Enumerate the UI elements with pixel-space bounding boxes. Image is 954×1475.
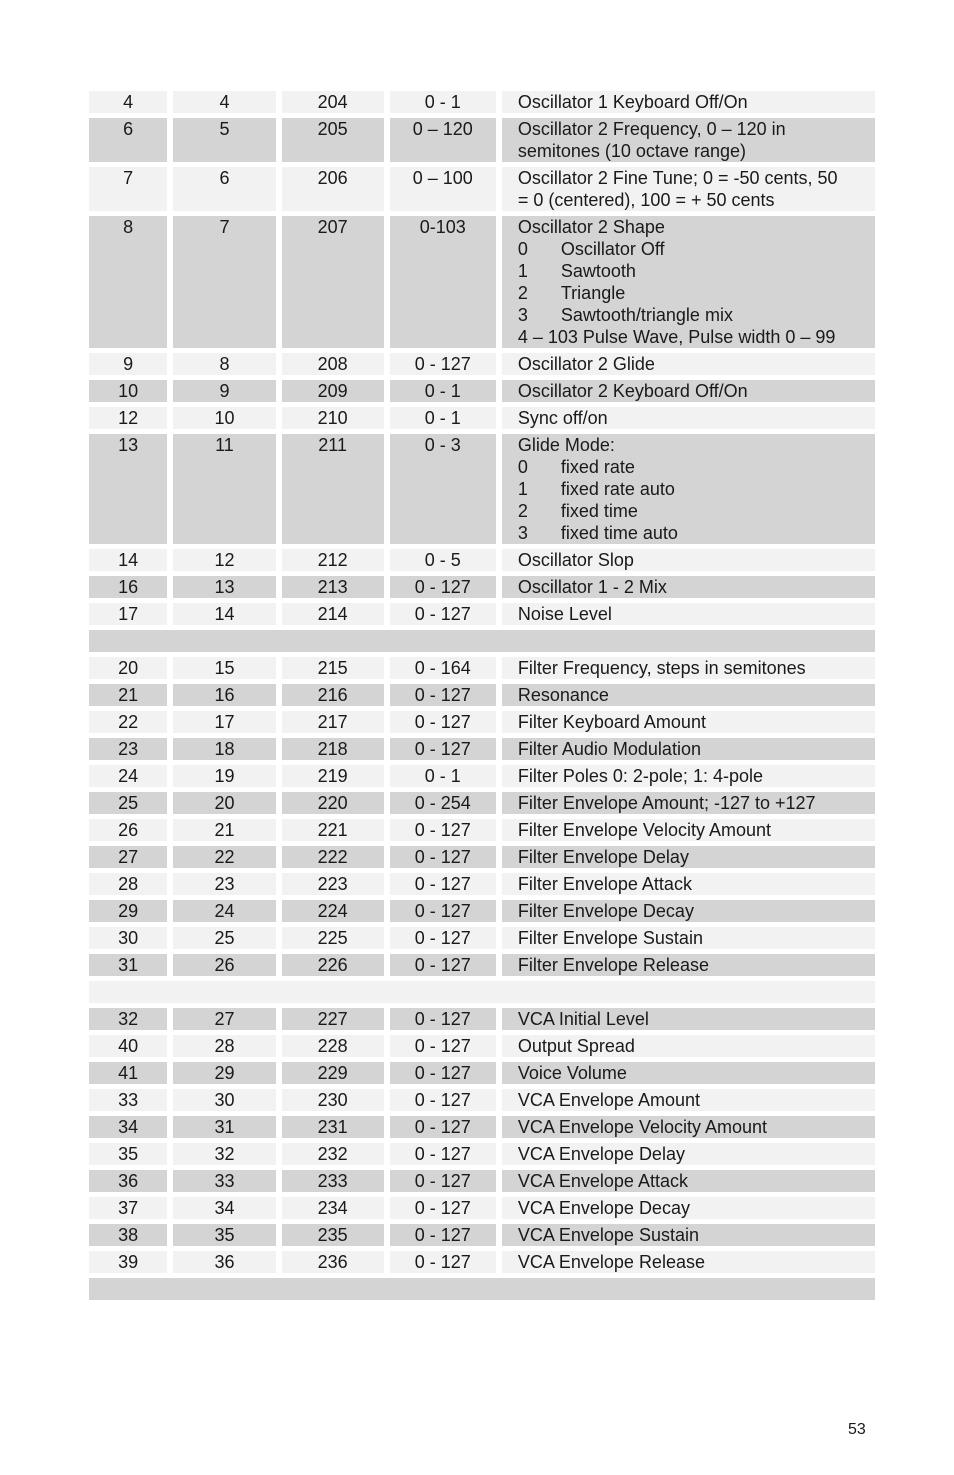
table-cell: 215 bbox=[282, 657, 384, 679]
table-cell: 7 bbox=[173, 216, 275, 348]
option-label: fixed rate bbox=[560, 457, 635, 477]
table-cell: 213 bbox=[282, 576, 384, 598]
table-cell: 224 bbox=[282, 900, 384, 922]
table-cell: 0 - 127 bbox=[390, 738, 496, 760]
option-code: 1 bbox=[517, 479, 528, 499]
table-cell: 31 bbox=[173, 1116, 275, 1138]
table-row bbox=[89, 900, 875, 922]
table-cell: 30 bbox=[173, 1089, 275, 1111]
description-line: VCA Envelope Decay bbox=[517, 1198, 690, 1218]
description-line: Glide Mode: bbox=[517, 435, 615, 455]
table-cell: 0-103 bbox=[390, 216, 496, 348]
table-cell: 36 bbox=[173, 1251, 275, 1273]
table-cell: 33 bbox=[173, 1170, 275, 1192]
description-cell bbox=[502, 873, 875, 895]
table-cell: 204 bbox=[282, 91, 384, 113]
option-item bbox=[518, 456, 875, 478]
description-line: VCA Envelope Sustain bbox=[517, 1225, 699, 1245]
table-row bbox=[89, 1062, 875, 1084]
description-line: VCA Envelope Amount bbox=[517, 1090, 700, 1110]
table-cell: 20 bbox=[173, 792, 275, 814]
table-cell: 0 - 127 bbox=[390, 1224, 496, 1246]
table-row bbox=[89, 1251, 875, 1273]
table-cell: 221 bbox=[282, 819, 384, 841]
table-cell: 0 - 127 bbox=[390, 684, 496, 706]
table-cell: 8 bbox=[89, 216, 167, 348]
description-cell bbox=[502, 1035, 875, 1057]
table-section-spacer bbox=[89, 1278, 875, 1300]
option-item bbox=[518, 238, 875, 260]
description-cell bbox=[502, 846, 875, 868]
page-number: 53 bbox=[848, 1421, 866, 1438]
table-cell: 0 - 1 bbox=[390, 765, 496, 787]
description-line: Filter Envelope Delay bbox=[517, 847, 689, 867]
table-cell: 229 bbox=[282, 1062, 384, 1084]
table-cell: 34 bbox=[89, 1116, 167, 1138]
description-line: VCA Envelope Release bbox=[517, 1252, 705, 1272]
table-cell: 27 bbox=[173, 1008, 275, 1030]
table-cell: 0 - 127 bbox=[390, 1062, 496, 1084]
description-line: Filter Keyboard Amount bbox=[517, 712, 706, 732]
table-row bbox=[89, 1008, 875, 1030]
table-cell: 209 bbox=[282, 380, 384, 402]
table-cell: 7 bbox=[89, 167, 167, 211]
table-cell: 0 - 164 bbox=[390, 657, 496, 679]
option-item bbox=[518, 304, 875, 326]
table-cell: 11 bbox=[173, 434, 275, 544]
option-item bbox=[518, 282, 875, 304]
table-cell: 0 - 127 bbox=[390, 1008, 496, 1030]
table-row bbox=[89, 738, 875, 760]
description-line: 4 – 103 Pulse Wave, Pulse width 0 – 99 bbox=[517, 327, 836, 347]
table-cell: 233 bbox=[282, 1170, 384, 1192]
table-row bbox=[89, 216, 875, 348]
option-code: 1 bbox=[517, 261, 528, 281]
description-cell bbox=[502, 434, 875, 544]
description-line: VCA Envelope Velocity Amount bbox=[517, 1117, 768, 1137]
option-code: 3 bbox=[517, 523, 528, 543]
description-cell bbox=[502, 1116, 875, 1138]
table-cell: 225 bbox=[282, 927, 384, 949]
table-row bbox=[89, 1035, 875, 1057]
table-row bbox=[89, 954, 875, 976]
table-cell: 23 bbox=[173, 873, 275, 895]
description-line: Oscillator 2 Keyboard Off/On bbox=[517, 381, 748, 401]
table-cell: 0 - 127 bbox=[390, 353, 496, 375]
description-line: Filter Envelope Decay bbox=[517, 901, 694, 921]
description-line: Oscillator 2 Shape bbox=[517, 217, 665, 237]
table-cell: 234 bbox=[282, 1197, 384, 1219]
table-row bbox=[89, 1170, 875, 1192]
table-cell: 0 - 127 bbox=[390, 576, 496, 598]
description-cell bbox=[502, 216, 875, 348]
table-row bbox=[89, 1116, 875, 1138]
table-cell: 18 bbox=[173, 738, 275, 760]
description-cell bbox=[502, 167, 875, 211]
table-cell: 34 bbox=[173, 1197, 275, 1219]
table-row bbox=[89, 603, 875, 625]
description-cell bbox=[502, 407, 875, 429]
description-line: Oscillator 1 - 2 Mix bbox=[517, 577, 667, 597]
table-row bbox=[89, 407, 875, 429]
table-cell: 236 bbox=[282, 1251, 384, 1273]
description-line: Filter Envelope Release bbox=[517, 955, 709, 975]
table-cell: 208 bbox=[282, 353, 384, 375]
table-cell: 6 bbox=[173, 167, 275, 211]
table-cell: 28 bbox=[89, 873, 167, 895]
table-cell: 15 bbox=[173, 657, 275, 679]
table-row bbox=[89, 657, 875, 679]
description-cell bbox=[502, 1224, 875, 1246]
description-cell bbox=[502, 738, 875, 760]
table-cell: 0 - 127 bbox=[390, 927, 496, 949]
table-cell: 0 - 127 bbox=[390, 1089, 496, 1111]
description-line: Voice Volume bbox=[517, 1063, 627, 1083]
description-cell bbox=[502, 1008, 875, 1030]
description-line: Oscillator 2 Fine Tune; 0 = -50 cents, 50 bbox=[517, 168, 838, 188]
description-cell bbox=[502, 91, 875, 113]
description-cell bbox=[502, 954, 875, 976]
table-cell: 26 bbox=[89, 819, 167, 841]
table-row bbox=[89, 684, 875, 706]
table-cell: 14 bbox=[89, 549, 167, 571]
table-row bbox=[89, 1089, 875, 1111]
table-cell: 27 bbox=[89, 846, 167, 868]
table-row bbox=[89, 549, 875, 571]
option-code: 0 bbox=[517, 457, 528, 477]
description-line: Resonance bbox=[517, 685, 609, 705]
table-cell: 4 bbox=[173, 91, 275, 113]
option-label: Oscillator Off bbox=[560, 239, 665, 259]
description-line: Oscillator 2 Frequency, 0 – 120 in bbox=[517, 119, 786, 139]
table-row bbox=[89, 927, 875, 949]
table-cell: 29 bbox=[173, 1062, 275, 1084]
table-cell: 222 bbox=[282, 846, 384, 868]
table-cell: 0 - 127 bbox=[390, 1251, 496, 1273]
option-code: 0 bbox=[517, 239, 528, 259]
table-cell: 230 bbox=[282, 1089, 384, 1111]
table-row bbox=[89, 91, 875, 113]
table-cell: 0 - 1 bbox=[390, 91, 496, 113]
table-row bbox=[89, 711, 875, 733]
table-cell: 216 bbox=[282, 684, 384, 706]
description-line: Filter Envelope Velocity Amount bbox=[517, 820, 771, 840]
table-cell: 29 bbox=[89, 900, 167, 922]
table-cell: 20 bbox=[89, 657, 167, 679]
table-cell: 0 - 127 bbox=[390, 603, 496, 625]
table-cell: 17 bbox=[173, 711, 275, 733]
table-cell: 8 bbox=[173, 353, 275, 375]
option-item bbox=[518, 478, 875, 500]
table-row bbox=[89, 792, 875, 814]
table-row bbox=[89, 1143, 875, 1165]
table-cell: 211 bbox=[282, 434, 384, 544]
table-cell: 14 bbox=[173, 603, 275, 625]
description-cell bbox=[502, 1089, 875, 1111]
table-cell: 22 bbox=[89, 711, 167, 733]
option-label: Triangle bbox=[560, 283, 626, 303]
option-label: fixed time auto bbox=[560, 523, 678, 543]
table-cell: 0 - 127 bbox=[390, 1116, 496, 1138]
table-row bbox=[89, 819, 875, 841]
table-cell: 0 - 127 bbox=[390, 711, 496, 733]
table-cell: 6 bbox=[89, 118, 167, 162]
option-label: fixed rate auto bbox=[560, 479, 675, 499]
option-code: 2 bbox=[517, 283, 528, 303]
table-cell: 9 bbox=[89, 353, 167, 375]
option-label: Sawtooth/triangle mix bbox=[560, 305, 733, 325]
table-cell: 22 bbox=[173, 846, 275, 868]
description-line: = 0 (centered), 100 = + 50 cents bbox=[517, 190, 775, 210]
table-cell: 17 bbox=[89, 603, 167, 625]
table-cell: 207 bbox=[282, 216, 384, 348]
table-cell: 10 bbox=[89, 380, 167, 402]
table-cell: 13 bbox=[89, 434, 167, 544]
option-code: 3 bbox=[517, 305, 528, 325]
description-line: VCA Initial Level bbox=[517, 1009, 649, 1029]
description-line: Output Spread bbox=[517, 1036, 635, 1056]
description-cell bbox=[502, 792, 875, 814]
description-cell bbox=[502, 684, 875, 706]
table-row bbox=[89, 353, 875, 375]
table-row bbox=[89, 1224, 875, 1246]
description-cell bbox=[502, 1251, 875, 1273]
table-cell: 32 bbox=[173, 1143, 275, 1165]
table-cell: 0 - 127 bbox=[390, 819, 496, 841]
table-cell: 10 bbox=[173, 407, 275, 429]
table-cell: 9 bbox=[173, 380, 275, 402]
description-line: Oscillator 2 Glide bbox=[517, 354, 655, 374]
table-cell: 38 bbox=[89, 1224, 167, 1246]
table-cell: 31 bbox=[89, 954, 167, 976]
table-cell: 0 - 254 bbox=[390, 792, 496, 814]
table-row bbox=[89, 380, 875, 402]
description-line: Filter Audio Modulation bbox=[517, 739, 701, 759]
table-cell: 5 bbox=[173, 118, 275, 162]
table-cell: 214 bbox=[282, 603, 384, 625]
description-cell bbox=[502, 118, 875, 162]
table-cell: 206 bbox=[282, 167, 384, 211]
description-cell bbox=[502, 765, 875, 787]
description-line: Filter Envelope Amount; -127 to +127 bbox=[517, 793, 816, 813]
description-line: Filter Frequency, steps in semitones bbox=[517, 658, 806, 678]
description-line: Oscillator 1 Keyboard Off/On bbox=[517, 92, 748, 112]
table-cell: 41 bbox=[89, 1062, 167, 1084]
description-cell bbox=[502, 380, 875, 402]
table-cell: 210 bbox=[282, 407, 384, 429]
table-cell: 0 - 3 bbox=[390, 434, 496, 544]
table-cell: 0 – 100 bbox=[390, 167, 496, 211]
table-cell: 0 - 1 bbox=[390, 407, 496, 429]
table-cell: 40 bbox=[89, 1035, 167, 1057]
description-line: Filter Envelope Attack bbox=[517, 874, 692, 894]
table-cell: 25 bbox=[173, 927, 275, 949]
table-cell: 16 bbox=[173, 684, 275, 706]
table-cell: 0 - 127 bbox=[390, 954, 496, 976]
description-cell bbox=[502, 927, 875, 949]
description-line: Filter Poles 0: 2-pole; 1: 4-pole bbox=[517, 766, 763, 786]
table-cell: 231 bbox=[282, 1116, 384, 1138]
description-line: Sync off/on bbox=[517, 408, 608, 428]
table-cell: 33 bbox=[89, 1089, 167, 1111]
description-line: VCA Envelope Delay bbox=[517, 1144, 685, 1164]
table-cell: 228 bbox=[282, 1035, 384, 1057]
table-cell: 217 bbox=[282, 711, 384, 733]
option-label: Sawtooth bbox=[560, 261, 636, 281]
option-code: 2 bbox=[517, 501, 528, 521]
table-cell: 232 bbox=[282, 1143, 384, 1165]
table-cell: 212 bbox=[282, 549, 384, 571]
table-cell: 16 bbox=[89, 576, 167, 598]
table-cell: 37 bbox=[89, 1197, 167, 1219]
table-cell: 220 bbox=[282, 792, 384, 814]
table-cell: 12 bbox=[173, 549, 275, 571]
table-cell: 4 bbox=[89, 91, 167, 113]
table-cell: 36 bbox=[89, 1170, 167, 1192]
table-cell: 24 bbox=[173, 900, 275, 922]
description-cell bbox=[502, 1062, 875, 1084]
table-cell: 28 bbox=[173, 1035, 275, 1057]
table-cell: 223 bbox=[282, 873, 384, 895]
table-cell: 0 - 127 bbox=[390, 1170, 496, 1192]
table-cell: 39 bbox=[89, 1251, 167, 1273]
description-cell bbox=[502, 819, 875, 841]
description-cell bbox=[502, 711, 875, 733]
table-cell: 0 - 1 bbox=[390, 380, 496, 402]
table-row bbox=[89, 167, 875, 211]
option-label: fixed time bbox=[560, 501, 638, 521]
description-cell bbox=[502, 576, 875, 598]
table-cell: 205 bbox=[282, 118, 384, 162]
table-cell: 227 bbox=[282, 1008, 384, 1030]
table-cell: 19 bbox=[173, 765, 275, 787]
table-cell: 0 - 127 bbox=[390, 1143, 496, 1165]
table-cell: 235 bbox=[282, 1224, 384, 1246]
table-cell: 24 bbox=[89, 765, 167, 787]
description-cell bbox=[502, 1197, 875, 1219]
table-section-spacer bbox=[89, 630, 875, 652]
table-cell: 12 bbox=[89, 407, 167, 429]
table-cell: 0 - 127 bbox=[390, 900, 496, 922]
table-row bbox=[89, 846, 875, 868]
table-cell: 21 bbox=[89, 684, 167, 706]
table-cell: 35 bbox=[173, 1224, 275, 1246]
table-cell: 35 bbox=[89, 1143, 167, 1165]
table-cell: 21 bbox=[173, 819, 275, 841]
table-cell: 219 bbox=[282, 765, 384, 787]
table-cell: 0 - 5 bbox=[390, 549, 496, 571]
description-cell bbox=[502, 1143, 875, 1165]
table-row bbox=[89, 434, 875, 544]
description-cell bbox=[502, 549, 875, 571]
description-cell bbox=[502, 353, 875, 375]
description-line: Noise Level bbox=[517, 604, 612, 624]
table-cell: 0 - 127 bbox=[390, 846, 496, 868]
table-row bbox=[89, 765, 875, 787]
description-cell bbox=[502, 603, 875, 625]
table-row bbox=[89, 118, 875, 162]
table-cell: 30 bbox=[89, 927, 167, 949]
description-line: semitones (10 octave range) bbox=[517, 141, 746, 161]
table-cell: 13 bbox=[173, 576, 275, 598]
table-cell: 26 bbox=[173, 954, 275, 976]
description-line: VCA Envelope Attack bbox=[517, 1171, 688, 1191]
description-cell bbox=[502, 900, 875, 922]
table-cell: 226 bbox=[282, 954, 384, 976]
table-cell: 25 bbox=[89, 792, 167, 814]
table-row bbox=[89, 873, 875, 895]
table-cell: 0 - 127 bbox=[390, 873, 496, 895]
table-cell: 32 bbox=[89, 1008, 167, 1030]
description-line: Filter Envelope Sustain bbox=[517, 928, 703, 948]
parameter-table bbox=[89, 91, 875, 1305]
description-line: Oscillator Slop bbox=[517, 550, 634, 570]
table-row bbox=[89, 1197, 875, 1219]
table-cell: 0 – 120 bbox=[390, 118, 496, 162]
option-item bbox=[518, 500, 875, 522]
description-cell bbox=[502, 657, 875, 679]
table-cell: 23 bbox=[89, 738, 167, 760]
table-section-spacer bbox=[89, 981, 875, 1003]
option-item bbox=[518, 260, 875, 282]
table-cell: 0 - 127 bbox=[390, 1197, 496, 1219]
table-cell: 218 bbox=[282, 738, 384, 760]
option-item bbox=[518, 522, 875, 544]
description-cell bbox=[502, 1170, 875, 1192]
table-cell: 0 - 127 bbox=[390, 1035, 496, 1057]
table-row bbox=[89, 576, 875, 598]
